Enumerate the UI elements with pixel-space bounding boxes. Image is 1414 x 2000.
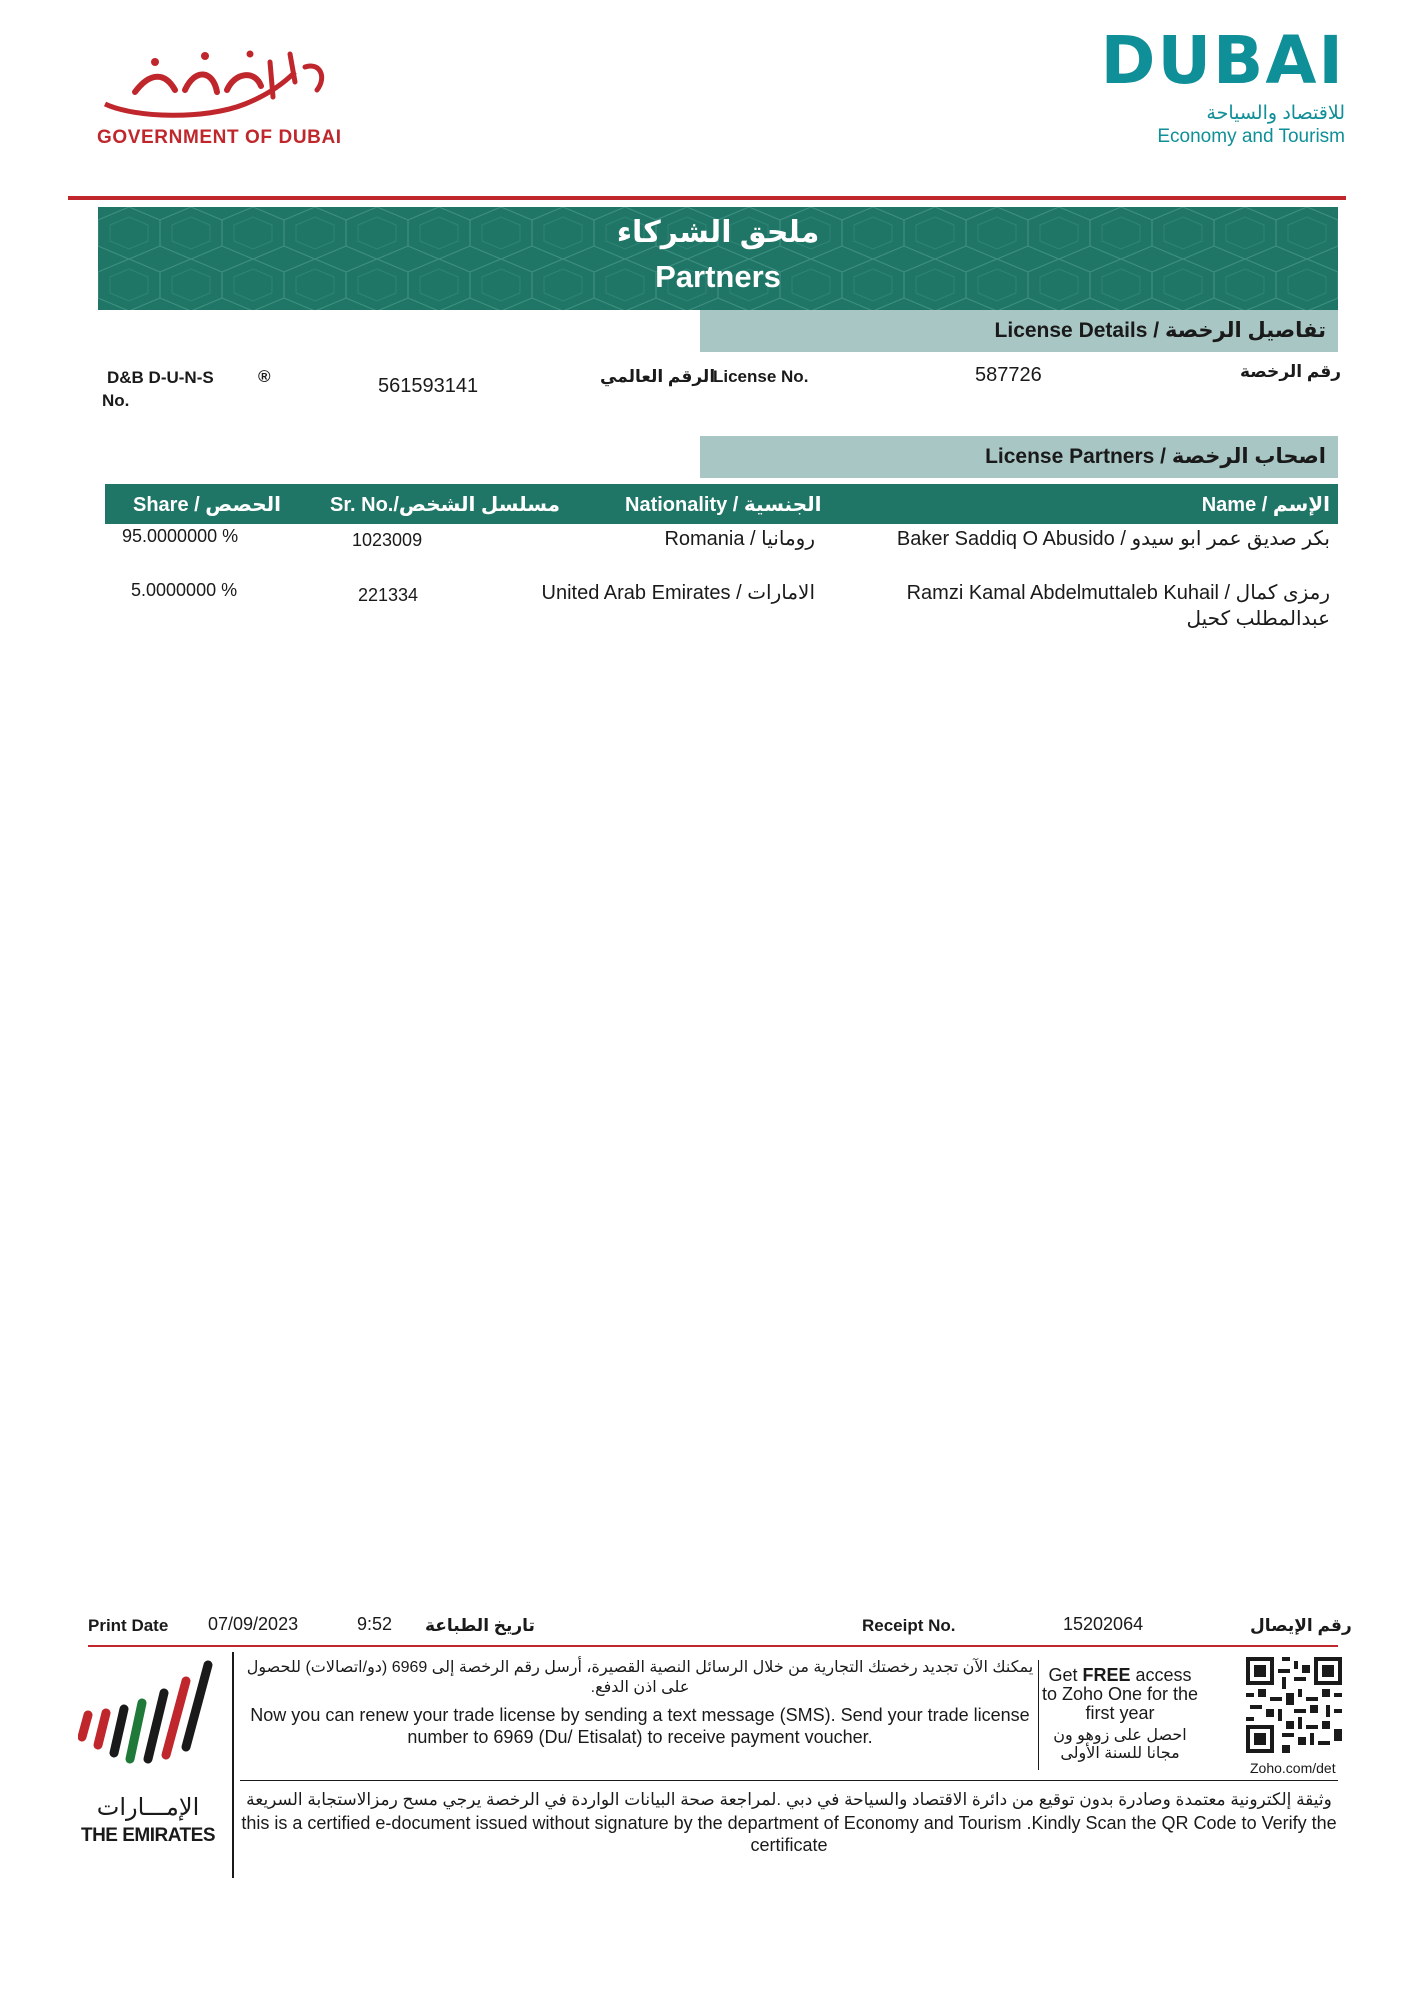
print-date-label: Print Date [88, 1616, 169, 1635]
name-line: Ramzi Kamal Abdelmuttaleb Kuhail / رمزى كمال [906, 582, 1330, 604]
table-row [105, 578, 1338, 636]
certification-arabic: وثيقة إلكترونية معتمدة وصادرة بدون توقيع من دائرة الاقتصاد والسياحة في دبي .لمراجعة صحة البيانات الواردة في الرخصة يرجي مسح رمزالاستجابة السريعة [246, 1790, 1332, 1809]
zoho-offer-english [1040, 1666, 1200, 1723]
sms-text-english: Now you can renew your trade license by sending a text message (SMS). Send your trade license number to 6969 (Du/ Etisalat) to receive payment voucher. [250, 1705, 1030, 1747]
certification-english: this is a certified e-document issued without signature by the department of Economy and Tourism .Kindly Scan the QR Code to Verify the certificate [241, 1813, 1337, 1855]
header-divider [68, 196, 1346, 200]
share-cell: 5.0000000 % [131, 580, 238, 600]
col-name: Name / الإسم [1201, 494, 1330, 516]
sms-text-arabic: يمكنك الآن تجديد رخصتك التجارية من خلال الرسائل النصية القصيرة، أرسل رقم الرخصة إلى 6969 (دو/اتصالات) للحصول على اذن الدفع. [246, 1659, 1034, 1696]
emirates-arabic: الإمـــارات [96, 1794, 200, 1821]
name-line: Baker Saddiq O Abusido / بكر صديق عمر ابو سيدو [896, 528, 1330, 550]
col-sr-no: Sr. No./مسلسل الشخص [330, 494, 560, 516]
gov-calligraphy-logo [95, 42, 335, 122]
share-cell: 95.0000000 % [122, 526, 239, 546]
zoho-offer [1040, 1666, 1200, 1763]
license-details-title: License Details / تفاصيل الرخصة [994, 319, 1326, 342]
receipt-label-arabic: رقم الإيصال [1250, 1616, 1352, 1635]
zoho-offer-arabic: احصل على زوهو ون مجانا للسنة الأولى [1053, 1727, 1187, 1762]
dubai-logo-english: Economy and Tourism [1157, 126, 1345, 147]
nationality-cell: Romania / رومانيا [664, 528, 815, 550]
certification-notice [240, 1790, 1338, 1856]
print-date-value: 07/09/2023 [208, 1614, 299, 1634]
footer-divider [88, 1645, 1338, 1647]
duns-label: D&B D-U-N-S [107, 368, 214, 387]
dubai-economy-tourism-logo [1100, 22, 1365, 153]
zoho-divider [1038, 1660, 1039, 1770]
sms-renewal-notice [245, 1658, 1035, 1748]
banner-title-arabic: ملحق الشركاء [616, 216, 820, 249]
license-no-label-arabic: رقم الرخصة [1240, 362, 1342, 381]
zoho-offer-suffix: access to Zoho One for the first year [1041, 1665, 1199, 1723]
footer-vertical-divider [232, 1652, 234, 1878]
zoho-offer-free: FREE [1082, 1665, 1131, 1685]
duns-label-arabic: الرقم العالمي [600, 367, 716, 386]
license-details-bar [700, 310, 1338, 352]
sr-no-cell: 1023009 [352, 530, 423, 550]
print-date-label-arabic: تاريخ الطباعة [425, 1616, 535, 1635]
license-no-value: 587726 [975, 364, 1042, 386]
duns-label-no: No. [102, 391, 130, 410]
emirates-stripes-icon [78, 1655, 218, 1765]
nationality-cell: United Arab Emirates / الامارات [541, 582, 815, 604]
dubai-logo-word: DUBAI [1100, 22, 1345, 99]
registered-mark: ® [258, 367, 271, 386]
col-share: Share / الحصص [133, 494, 282, 516]
qr-code-icon[interactable] [1246, 1657, 1342, 1753]
banner-title-english: Partners [655, 259, 781, 294]
partners-table-header [105, 484, 1338, 524]
partners-banner [98, 207, 1338, 310]
name-cell [810, 580, 1330, 632]
license-partners-bar [700, 436, 1338, 478]
license-no-label: License No. [713, 367, 809, 386]
sr-no-cell: 221334 [358, 585, 419, 605]
gov-logo-text: GOVERNMENT OF DUBAI [97, 127, 342, 148]
dubai-logo-arabic: للاقتصاد والسياحة [1206, 103, 1345, 124]
footer-inner-divider [240, 1780, 1338, 1781]
receipt-label: Receipt No. [862, 1616, 956, 1635]
duns-value: 561593141 [378, 375, 479, 397]
license-partners-title: License Partners / اصحاب الرخصة [985, 445, 1326, 468]
receipt-value: 15202064 [1063, 1614, 1144, 1634]
government-of-dubai-logo [95, 42, 342, 152]
qr-code-graphic [1246, 1657, 1342, 1753]
zoho-link[interactable]: Zoho.com/det [1250, 1760, 1336, 1776]
col-nationality: Nationality / الجنسية [625, 494, 822, 516]
table-row [105, 524, 1338, 576]
name-line-2: عبدالمطلب كحيل [1186, 608, 1330, 630]
emirates-english: THE EMIRATES [80, 1825, 216, 1846]
print-time-value: 9:52 [357, 1614, 393, 1634]
name-cell [810, 526, 1330, 552]
zoho-offer-prefix: Get [1048, 1665, 1083, 1685]
the-emirates-logo [78, 1655, 218, 1855]
